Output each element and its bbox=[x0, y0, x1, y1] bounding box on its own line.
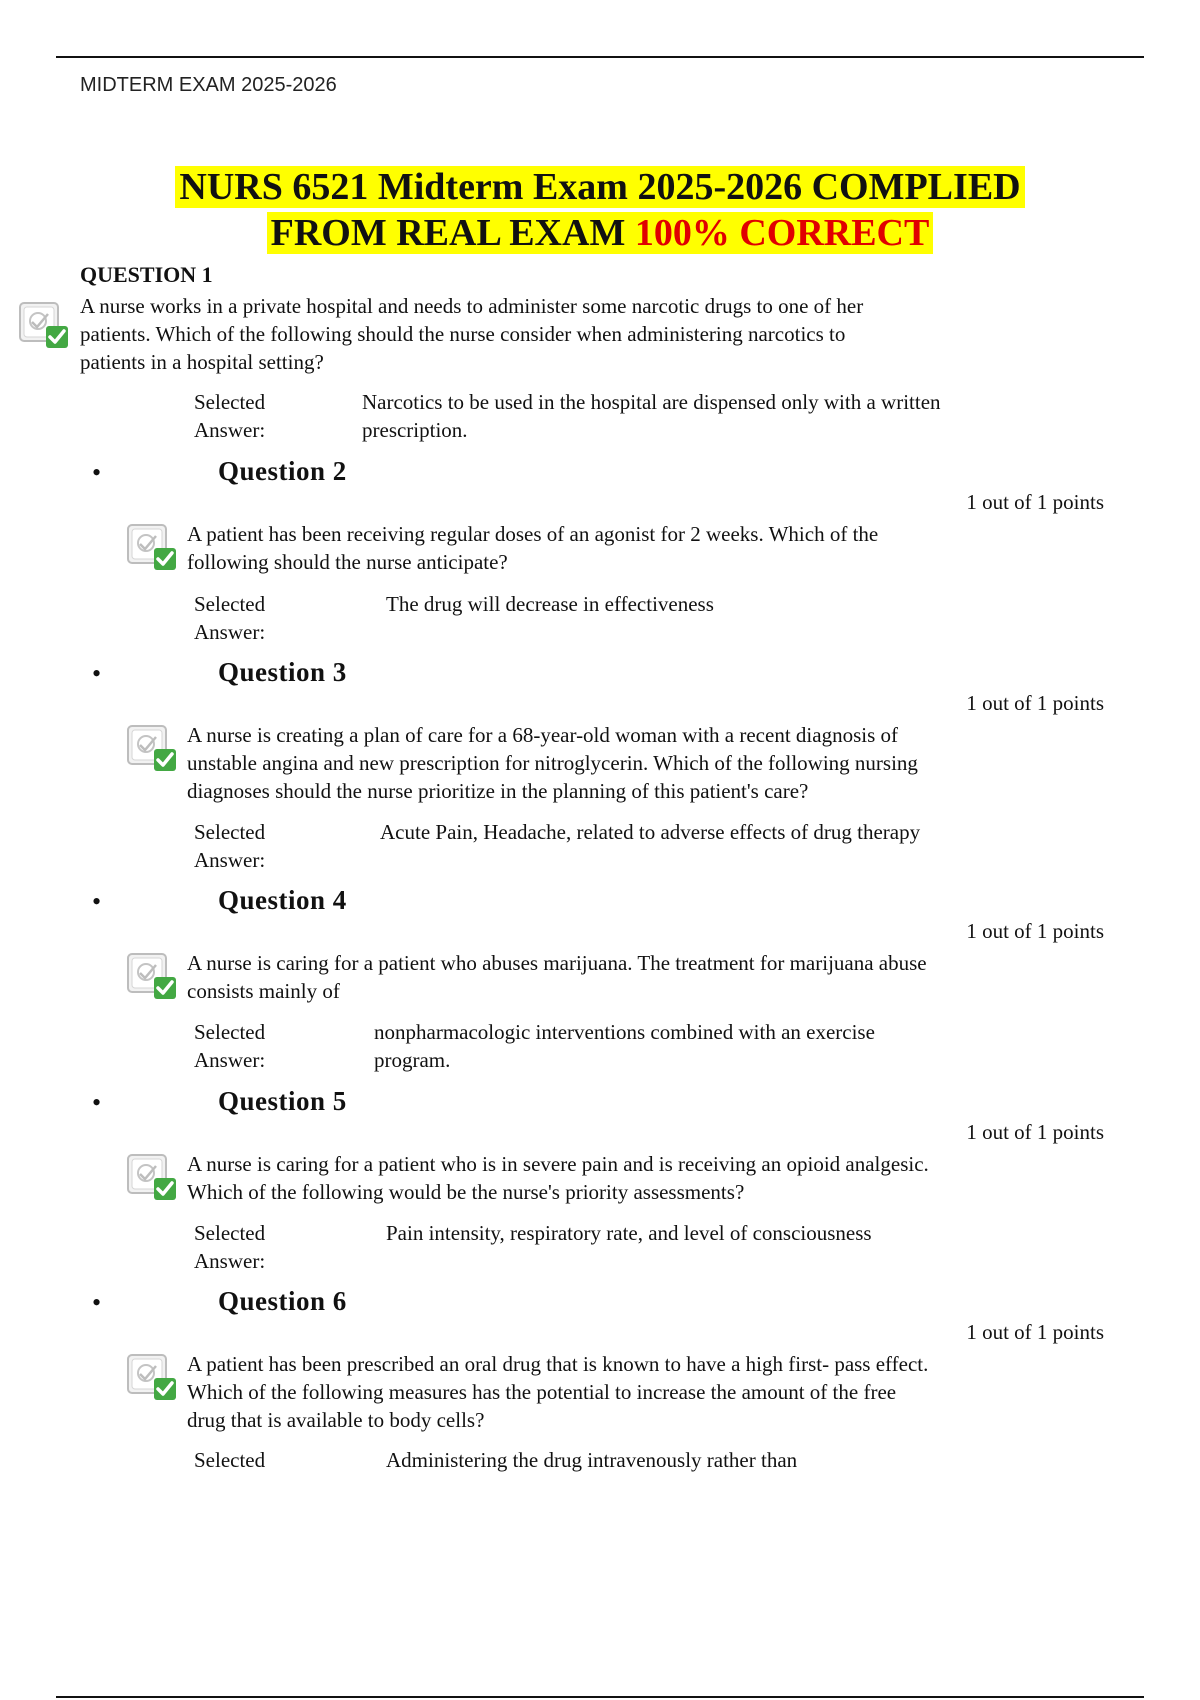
answer-line: Pain intensity, respiratory rate, and level of consciousness bbox=[386, 1221, 872, 1245]
correct-check-icon bbox=[126, 1352, 178, 1402]
question-2-heading: Question 2 bbox=[218, 456, 347, 486]
bullet: • bbox=[92, 1088, 102, 1117]
bottom-rule bbox=[56, 1696, 1144, 1698]
question-5-text bbox=[187, 1150, 929, 1206]
bullet: • bbox=[92, 887, 102, 916]
selected-answer-label bbox=[194, 1219, 265, 1275]
question-1-text bbox=[80, 292, 863, 376]
title-line-2 bbox=[267, 212, 934, 254]
question-3-points: 1 out of 1 points bbox=[966, 691, 1104, 715]
selected-answer bbox=[374, 1018, 875, 1074]
answer-line: Narcotics to be used in the hospital are dispensed only with a written bbox=[362, 390, 941, 414]
selected-answer bbox=[386, 1219, 872, 1247]
question-text-line: Which of the following would be the nurse's priority assessments? bbox=[187, 1180, 745, 1204]
question-3-heading: Question 3 bbox=[218, 657, 347, 687]
answer-line: The drug will decrease in effectiveness bbox=[386, 592, 714, 616]
question-4-heading: Question 4 bbox=[218, 885, 347, 915]
question-text-line: A nurse is caring for a patient who is in severe pain and is receiving an opioid analgesic. bbox=[187, 1152, 929, 1176]
question-6-points: 1 out of 1 points bbox=[966, 1320, 1104, 1344]
label-line: Selected bbox=[194, 1448, 266, 1472]
question-text-line: A nurse is caring for a patient who abuses marijuana. The treatment for marijuana abuse bbox=[187, 951, 927, 975]
selected-answer bbox=[386, 590, 714, 618]
document-title bbox=[0, 164, 1200, 256]
question-1-text-line: patients in a hospital setting? bbox=[80, 350, 324, 374]
question-5-points: 1 out of 1 points bbox=[966, 1120, 1104, 1144]
answer-line: nonpharmacologic interventions combined with an exercise bbox=[374, 1020, 875, 1044]
bullet: • bbox=[92, 659, 102, 688]
label-line: Answer: bbox=[194, 418, 266, 442]
question-text-line: consists mainly of bbox=[187, 979, 340, 1003]
question-2-points: 1 out of 1 points bbox=[966, 490, 1104, 514]
question-4-points: 1 out of 1 points bbox=[966, 919, 1104, 943]
label-line: Selected bbox=[194, 390, 266, 414]
page-header: MIDTERM EXAM 2025-2026 bbox=[80, 74, 337, 96]
bullet: • bbox=[92, 1288, 102, 1317]
question-5-heading: Question 5 bbox=[218, 1086, 347, 1116]
question-4-text bbox=[187, 949, 927, 1005]
label-line: Selected bbox=[194, 1221, 266, 1245]
selected-answer-label bbox=[194, 818, 265, 874]
label-line: Answer: bbox=[194, 1249, 266, 1273]
title-highlight: 100% CORRECT bbox=[634, 212, 930, 254]
selected-answer bbox=[386, 1446, 797, 1474]
top-rule bbox=[56, 56, 1144, 58]
label-line: Answer: bbox=[194, 620, 266, 644]
selected-answer-label bbox=[194, 590, 265, 646]
selected-answer-label bbox=[194, 1018, 265, 1074]
selected-answer bbox=[362, 388, 941, 444]
answer-line: Administering the drug intravenously rather than bbox=[386, 1448, 798, 1472]
label-line: Selected bbox=[194, 592, 266, 616]
selected-answer bbox=[380, 818, 920, 846]
title-line-2-text: FROM REAL EXAM bbox=[270, 212, 635, 254]
question-text-line: diagnoses should the nurse prioritize in the planning of this patient's care? bbox=[187, 779, 809, 803]
correct-check-icon bbox=[126, 522, 178, 572]
question-1-text-line: A nurse works in a private hospital and needs to administer some narcotic drugs to one of her bbox=[80, 294, 864, 318]
question-3-text bbox=[187, 721, 918, 805]
answer-line: Acute Pain, Headache, related to adverse effects of drug therapy bbox=[380, 820, 921, 844]
question-text-line: unstable angina and new prescription for nitroglycerin. Which of the following nursing bbox=[187, 751, 918, 775]
correct-check-icon bbox=[18, 300, 70, 350]
label-line: Answer: bbox=[194, 848, 266, 872]
title-line-1: NURS 6521 Midterm Exam 2025-2026 COMPLIED bbox=[175, 166, 1024, 208]
question-text-line: A patient has been receiving regular doses of an agonist for 2 weeks. Which of the bbox=[187, 522, 879, 546]
question-text-line: A nurse is creating a plan of care for a 68-year-old woman with a recent diagnosis of bbox=[187, 723, 898, 747]
label-line: Selected bbox=[194, 820, 266, 844]
question-text-line: A patient has been prescribed an oral drug that is known to have a high first- pass effect. bbox=[187, 1352, 929, 1376]
label-line: Selected bbox=[194, 1020, 266, 1044]
question-text-line: drug that is available to body cells? bbox=[187, 1408, 485, 1432]
question-2-text bbox=[187, 520, 878, 576]
selected-answer-label bbox=[194, 388, 265, 444]
correct-check-icon bbox=[126, 723, 178, 773]
correct-check-icon bbox=[126, 1152, 178, 1202]
answer-line: program. bbox=[374, 1048, 451, 1072]
question-6-heading: Question 6 bbox=[218, 1286, 347, 1316]
question-1-heading: QUESTION 1 bbox=[80, 262, 213, 287]
label-line: Answer: bbox=[194, 1048, 266, 1072]
selected-answer-label bbox=[194, 1446, 265, 1474]
bullet: • bbox=[92, 458, 102, 487]
question-6-text bbox=[187, 1350, 928, 1434]
correct-check-icon bbox=[126, 951, 178, 1001]
answer-line: prescription. bbox=[362, 418, 468, 442]
question-text-line: Which of the following measures has the potential to increase the amount of the free bbox=[187, 1380, 897, 1404]
question-1-text-line: patients. Which of the following should the nurse consider when administering narcotics to bbox=[80, 322, 846, 346]
question-text-line: following should the nurse anticipate? bbox=[187, 550, 508, 574]
